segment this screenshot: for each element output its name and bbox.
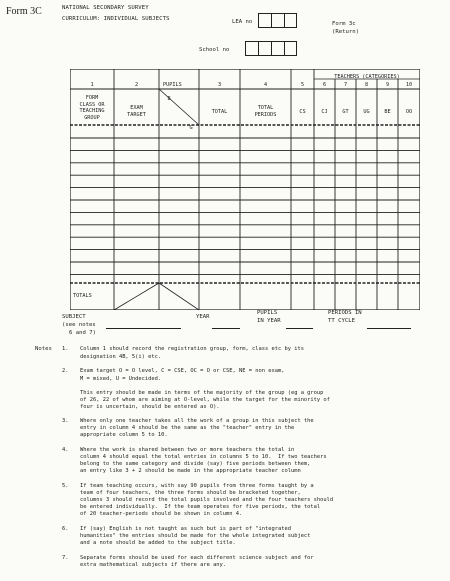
see-notes-label: (see notes bbox=[62, 322, 96, 328]
pupils-header-diagonal bbox=[159, 89, 199, 125]
note-line: of 20 teacher-periods should be shown in column 4. bbox=[80, 511, 243, 517]
note-line: Where only one teacher takes all the work of a group in this subject the bbox=[80, 418, 314, 424]
subject-label: SUBJECT bbox=[62, 314, 86, 320]
note-line: Column 1 should record the registration group, form, class etc by its bbox=[80, 346, 304, 352]
col6-header: CJ bbox=[321, 109, 328, 115]
note-line: team of four teachers, the three forms should be bracketed together, bbox=[80, 490, 301, 496]
note-line: four is uncertain, should be entered as O). bbox=[80, 404, 220, 410]
note-line: designation 4B, 5(i) etc. bbox=[80, 354, 162, 360]
col-number-2: 2 bbox=[134, 82, 139, 88]
lea-box[interactable] bbox=[284, 13, 297, 28]
col-number-5: 5 bbox=[300, 82, 305, 88]
note-line: and a note should be added to the subject title. bbox=[80, 540, 236, 546]
periods-field[interactable] bbox=[367, 328, 411, 329]
col1-header: FORM CLASS OR TEACHING GROUP bbox=[79, 95, 105, 121]
note-line: Separate forms should be used for each different science subject and for bbox=[80, 555, 314, 561]
note-line: of 26, 22 of whom are aiming at O-level, while the target for the minority of bbox=[80, 397, 330, 403]
note-line: humanities" the entries should be made for the whole integrated subject bbox=[80, 533, 311, 539]
periods-label-1: PERIODS IN bbox=[328, 310, 362, 316]
note-number: 5. bbox=[62, 483, 69, 489]
pupils-in-year-label-1: PUPILS bbox=[257, 310, 278, 316]
note-number: 6. bbox=[62, 526, 69, 532]
lea-box[interactable] bbox=[271, 13, 284, 28]
note-number: 7. bbox=[62, 555, 69, 561]
curriculum-title: CURRICULUM: INDIVIDUAL SUBJECTS bbox=[62, 16, 170, 22]
pupils-in-year-field[interactable] bbox=[286, 328, 313, 329]
lea-number-boxes[interactable] bbox=[258, 13, 297, 28]
col3-header: TOTAL bbox=[211, 109, 228, 115]
survey-table bbox=[70, 69, 420, 314]
note-line: appropriate column 5 to 10. bbox=[80, 432, 168, 438]
school-box[interactable] bbox=[284, 41, 297, 56]
pupils-b-label: B bbox=[167, 96, 171, 102]
form-right-label: Form 3c bbox=[332, 21, 356, 27]
note-number: 3. bbox=[62, 418, 69, 424]
col10-header: OO bbox=[405, 109, 413, 115]
note-number: 1. bbox=[62, 346, 69, 352]
note-line: entry in column 4 should be the same as the "teacher" entry in the bbox=[80, 425, 295, 431]
col-number-8: 8 bbox=[364, 82, 369, 88]
notes-ref-label: 6 and 7) bbox=[69, 330, 96, 336]
note-number: 2. bbox=[62, 368, 69, 374]
col-number-10: 10 bbox=[405, 82, 413, 88]
note-line: belong to the same category and divide (say) five periods between them, bbox=[80, 461, 311, 467]
note-line: M = mixed, U = Undecided. bbox=[80, 376, 162, 382]
note-line: extra mathematical subjects if there are any. bbox=[80, 562, 227, 568]
col-number-7: 7 bbox=[343, 82, 348, 88]
school-box[interactable] bbox=[245, 41, 258, 56]
periods-label-2: TT CYCLE bbox=[328, 318, 355, 324]
col-number-6: 6 bbox=[322, 82, 327, 88]
col-number-3: 3 bbox=[217, 82, 222, 88]
col2-header: EXAM TARGET bbox=[127, 105, 146, 118]
col5-header: CS bbox=[299, 109, 306, 115]
col-number-1: 1 bbox=[90, 82, 94, 88]
note-line: column 4 should equal the total entries in columns 5 to 10. If two teachers bbox=[80, 454, 327, 460]
teachers-categories-label: TEACHERS (CATEGORIES) bbox=[334, 74, 400, 80]
school-box[interactable] bbox=[271, 41, 284, 56]
lea-label: LEA no bbox=[232, 19, 253, 25]
return-label: (Return) bbox=[332, 29, 359, 35]
pupils-in-year-label-2: IN YEAR bbox=[257, 318, 281, 324]
notes-label: Notes bbox=[35, 346, 52, 352]
note-line: If (say) English is not taught as such but is part of "integrated bbox=[80, 526, 291, 532]
note-number: 4. bbox=[62, 447, 69, 453]
note-line: be entered individually. If the team operates for five periods, the total bbox=[80, 504, 321, 510]
col-number-9: 9 bbox=[385, 82, 390, 88]
lea-box[interactable] bbox=[258, 13, 271, 28]
col7-header: GT bbox=[342, 109, 349, 115]
subject-field[interactable] bbox=[106, 328, 181, 329]
note-line: columns 3 should record the total pupils involved and the four teachers should bbox=[80, 497, 334, 503]
school-box[interactable] bbox=[258, 41, 271, 56]
note-line: Where the work is shared between two or more teachers the total in bbox=[80, 447, 295, 453]
totals-label: TOTALS bbox=[73, 293, 92, 299]
col9-header: BE bbox=[384, 109, 391, 115]
pupils-label: PUPILS bbox=[163, 82, 182, 88]
note-line: Exam target O = O level, C = CSE, OC = O or CSE, NE = non exam, bbox=[80, 368, 285, 374]
note-line: This entry should be made in terms of the majority of the group (eg a group bbox=[80, 390, 324, 396]
note-line: an entry like 3 + 2 should be made in the appropriate teacher column bbox=[80, 468, 301, 474]
pupils-totals-diagonal bbox=[159, 283, 199, 310]
pupils-g-label: G bbox=[189, 125, 193, 131]
col4-header: TOTAL PERIODS bbox=[254, 105, 277, 118]
note-line: If team teaching occurs, with say 90 pupils from three forms taught by a bbox=[80, 483, 314, 489]
exam-totals-diagonal bbox=[114, 283, 159, 310]
year-label: YEAR bbox=[196, 314, 210, 320]
col-number-4: 4 bbox=[263, 82, 268, 88]
school-label: School no bbox=[199, 47, 230, 53]
survey-title: NATIONAL SECONDARY SURVEY bbox=[62, 5, 149, 11]
school-number-boxes[interactable] bbox=[245, 41, 297, 56]
year-field[interactable] bbox=[212, 328, 240, 329]
form-label: Form 3C bbox=[6, 6, 42, 17]
col8-header: UG bbox=[363, 109, 370, 115]
